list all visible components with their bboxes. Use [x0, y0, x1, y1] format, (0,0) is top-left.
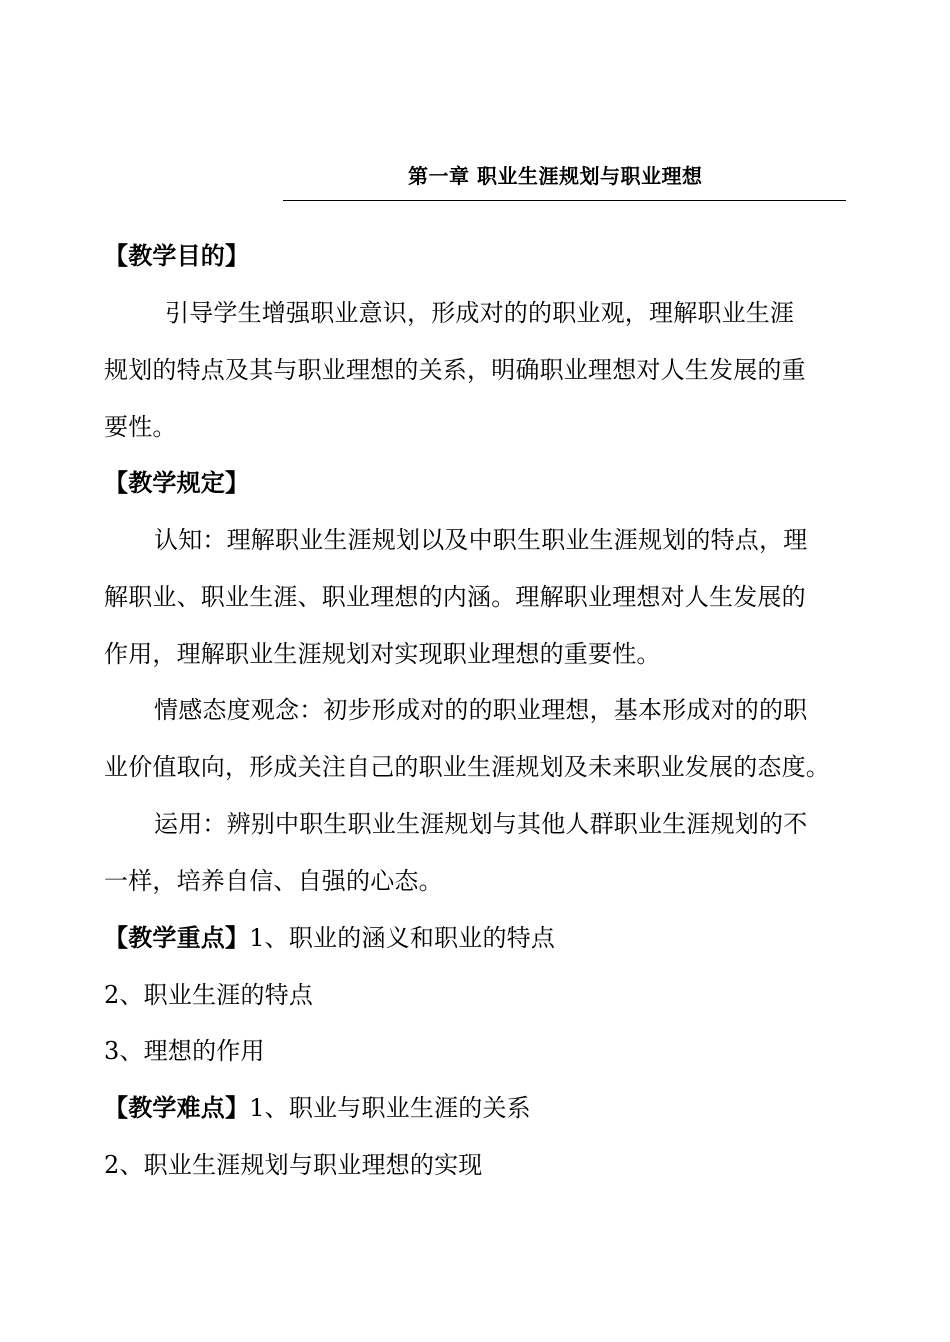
objectives-line-1: 引导学生增强职业意识，形成对的的职业观，理解职业生涯 [165, 299, 795, 327]
key-points-row [104, 922, 555, 954]
running-header [283, 160, 846, 201]
application-line-2: 一样，培养自信、自强的心态。 [104, 867, 443, 895]
objectives-line-2: 规划的特点及其与职业理想的关系，明确职业理想对人生发展的重 [104, 356, 806, 384]
difficulties-row [104, 1092, 531, 1124]
key-point-1: 1、职业的涵义和职业的特点 [249, 924, 556, 952]
attitude-line-1: 情感态度观念：初步形成对的的职业理想，基本形成对的的职 [154, 696, 808, 724]
objectives-line-3: 要性。 [104, 413, 177, 441]
key-point-2: 2、职业生涯的特点 [104, 981, 314, 1009]
difficulty-2: 2、职业生涯规划与职业理想的实现 [104, 1151, 483, 1179]
objectives-heading: 【教学目的】 [104, 242, 250, 270]
cognition-line-1: 认知：理解职业生涯规划以及中职生职业生涯规划的特点，理 [154, 526, 808, 554]
difficulty-1: 1、职业与职业生涯的关系 [249, 1094, 531, 1122]
cognition-line-2: 解职业、职业生涯、职业理想的内涵。理解职业理想对人生发展的 [104, 583, 806, 611]
chapter-title: 第一章 职业生涯规划与职业理想 [408, 164, 703, 188]
difficulties-heading: 【教学难点】 [104, 1094, 250, 1122]
key-point-3: 3、理想的作用 [104, 1037, 265, 1065]
attitude-line-2: 业价值取向，形成关注自己的职业生涯规划及未来职业发展的态度。 [104, 753, 830, 781]
cognition-line-3: 作用，理解职业生涯规划对实现职业理想的重要性。 [104, 640, 661, 668]
requirements-heading: 【教学规定】 [104, 469, 250, 497]
key-points-heading: 【教学重点】 [104, 924, 250, 952]
application-line-1: 运用：辨别中职生职业生涯规划与其他人群职业生涯规划的不 [154, 810, 808, 838]
